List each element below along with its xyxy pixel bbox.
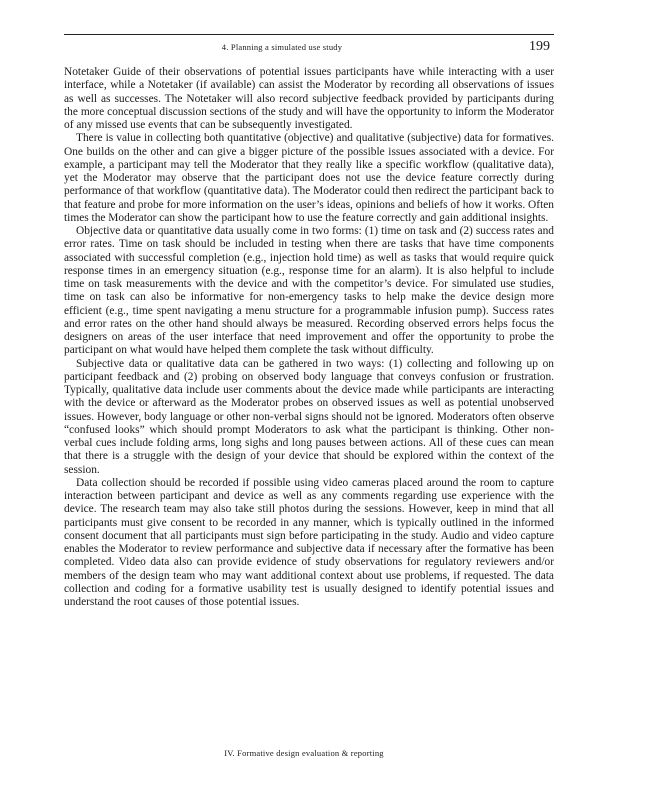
header-rule (64, 34, 554, 35)
footer-part-title: IV. Formative design evaluation & reporting (224, 748, 384, 758)
page-number: 199 (529, 39, 550, 54)
running-title: 4. Planning a simulated use study (221, 42, 343, 52)
paragraph-subjective-data: Subjective data or qualitative data can be gathered in two ways: (1) collecting and following up on participant feedback and (2) probing on observed body language that conveys confusion or frustration. Typically, qualitative data include user comments about the device made while participants are interacting with the device or afterward as the Moderator probes on observed issues as well as potential unobserved issues. However, body language or other non-verbal signs should not be ignored. Moderators often observe “confused looks” which should prompt Moderators to ask what the participant is thinking. Other non-verbal cues include folding arms, long sighs and long pauses between actions. All of these cues can mean that there is a struggle with the design of your device that should be explored within the context of the session. (64, 357, 554, 476)
paragraph-data-value: There is value in collecting both quantitative (objective) and qualitative (subjective) data for formatives. One builds on the other and can give a bigger picture of the possible issues associated with a device. For example, a participant may tell the Moderator that they really like a specific workflow (qualitative data), yet the Moderator may observe that the participant does not use the device feature correctly during performance of that workflow (quantitative data). The Moderator could then redirect the participant back to that feature and probe for more information on the user’s ideas, opinions and beliefs of how it works. Often times the Moderator can show the participant how to use the feature correctly and gain additional insights. (64, 132, 554, 224)
paragraph-notetaker-guide: Notetaker Guide of their observations of potential issues participants have while interacting with a user interface, while a Notetaker (if available) can assist the Moderator by recording all observations of issues as well as successes. The Notetaker will also record subjective feedback provided by participants during the more conceptual discussion sections of the study and will have the opportunity to inform the Moderator of any missed use events that can be subsequently investigated. (64, 66, 554, 131)
paragraph-data-collection: Data collection should be recorded if possible using video cameras placed around the room to capture interaction between participant and device as well as any comments regarding use experience with the device. The research team may also take still photos during the sessions. However, keep in mind that all participants must give consent to be recorded in any manner, which is typically outlined in the informed consent document that all participants must sign before participating in the study. Audio and video capture enables the Moderator to review performance and subjective data if necessary after the formative has been completed. Video data also can provide evidence of study observations for regulatory reviewers and/or members of the design team who may want additional context about use problems, if requested. The data collection and coding for a formative usability test is usually designed to identify potential issues and understand the root causes of those potential issues. (64, 476, 554, 608)
paragraph-objective-data: Objective data or quantitative data usually come in two forms: (1) time on task and (2) success rates and error rates. Time on task should be included in testing when there are tasks that have time components associated with successful completion (e.g., injection hold time) as well as tasks that would require quick response times in an emergency situation (e.g., response time for an alarm). It is also helpful to include time on task measurements with the device and with the competitor’s device. For simulated use studies, time on task can also be informative for non-emergency tasks to help make the device design more efficient (e.g., time spent navigating a menu structure for a programmable infusion pump). Success rates and error rates on the other hand should always be measured. Recording observed errors helps focus the designers on areas of the user interface that need improvement and offer the opportunity to probe the participant on what would have helped them complete the task without difficulty. (64, 225, 554, 357)
body-text (64, 66, 554, 609)
running-head (64, 40, 554, 56)
